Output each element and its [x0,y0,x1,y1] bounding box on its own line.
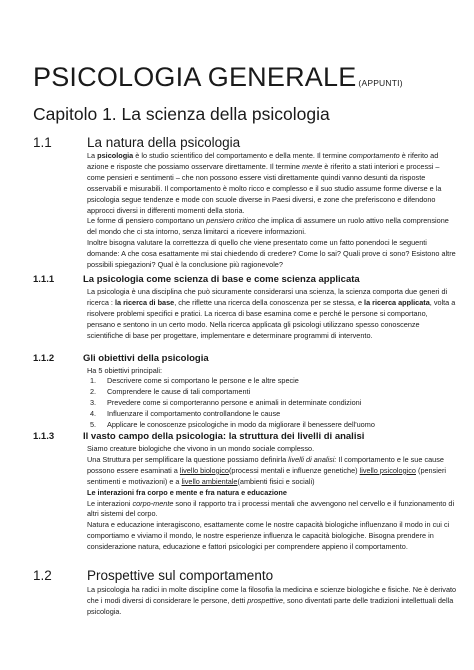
text-run: che implica di assumere un ruolo attivo nella comprensione del mondo che ci sta intorno, senza limitarci a ricevere informazioni. [87,216,449,237]
text-run: psicologia [97,151,134,160]
text-run: (pensieri sentimenti e motivazioni) e a [87,465,446,486]
text-run: prospettive [247,595,283,605]
paragraph [87,444,457,455]
text-run: pensiero critico [206,216,256,226]
list-item: 4. Influenzare il comportamento controllandone le cause [90,408,281,418]
section-title: La natura della psicologia [87,135,241,150]
list-item: 3. Prevedere come si comporteranno persone e animali in determinate condizioni [90,397,362,407]
document-title-note: (APPUNTI) [358,78,403,88]
text-run: è lo studio scientifico del comportamento e della mente. Il termine [133,151,350,160]
text-run: la ricerca applicata [364,297,430,307]
paragraph [87,238,457,271]
text-run: è riferito ad azione e risposte che possiamo osservare direttamente. Il termine [87,151,439,171]
paragraph [87,151,457,216]
text-run: Il comportamento e le sue cause possono essere esaminati a [87,454,444,475]
list-item: 2. Comprendere le cause di tali comportamenti [90,386,251,396]
paragraph [87,455,457,488]
document-title [33,62,403,93]
text-run: La [87,151,98,160]
subsection-title: La psicologia come scienza di base e come scienza applicata [83,274,360,285]
subsection-1-1-1-body [87,287,457,342]
text-run: (processi mentali e influenze genetiche) [228,465,360,475]
subsection-title: Gli obiettivi della psicologia [83,353,209,364]
text-run: Le interazioni [87,498,133,508]
subsection-heading-1-1-2 [33,353,209,364]
list-item: 5. Applicare le conoscenze psicologiche in modo da migliorare il benessere dell'uomo [90,419,375,429]
text-run: , volta a risolvere problemi specifici e pratici. La ricerca di base esamina come e perché le persone si comportano, pensano e sentono in un certo modo. Nella ricerca applicata gli psicologi utilizzano spesso conoscenze scientifiche di base per progettare, implementare e determinare programmi di intervento. [87,297,456,340]
text-run: corpo-mente [132,498,174,508]
document-title-text: PSICOLOGIA GENERALE [33,62,357,92]
text-run: mente [301,161,323,171]
subsection-heading-1-1-1 [33,274,360,285]
text-run: La psicologia è una disciplina che può sicuramente considerarsi una scienza, la scienza comporta due generi di ricerca : [87,287,448,307]
section-number: 1.2 [33,568,52,583]
text-run: , che riflette una ricerca della conoscenza per se stessa, e [174,297,365,307]
subsection-title: Il vasto campo della psicologia: la struttura dei livelli di analisi [83,431,365,442]
section-1-2-body [87,585,457,618]
paragraph [87,287,457,342]
paragraph [87,499,457,521]
text-run: (ambienti fisici e sociali) [237,476,315,486]
subsection-1-1-3-body [87,444,457,553]
text-run: Inoltre bisogna valutare la correttezza di quello che viene presentato come un fatto ponendoci le seguenti domande: A che cosa esattamente mi stai chiedendo di credere? Come lo sai? Quali prove ci sono? Esistono altre possibili spiegazioni? Qual è la conclusione più ragionevole? [87,238,456,270]
text-run: , sono diventati parte delle tradizioni intellettuali della psicologia. [87,595,454,616]
text-run: livelli di analisi: [288,454,337,464]
text-run: Le forme di pensiero comportano un [87,216,207,226]
text-run: Una Struttura per semplificare la questione possiamo definirla [87,454,289,464]
paragraph [87,585,457,618]
subsection-1-1-2-intro: Ha 5 obiettivi principali: [87,366,163,375]
inline-subheading: Le interazioni fra corpo e mente e fra natura e educazione [87,487,287,497]
text-run: è riferito a stati interiori e processi – come pensieri e sentimenti – che non possono essere visti direttamente quindi vanno desunti da risposte osservabili e misurabili. Il comportamento è molto ricco e complesso e il suo studio assume forme diverse e la psicologia segue tendenze e mode con scuole diverse in Paesi diversi, e zone che preferiscono e difendono approcci diversi in differenti momenti della storia. [87,161,442,215]
text-run: La psicologia ha radici in molte discipline come la filosofia la medicina e scienze biologiche e fisiche. Ne è derivato che i modi diversi di considerare le persone, detti [87,585,457,605]
subsection-number: 1.1.1 [33,274,55,285]
text-run: livello biologico [179,465,229,475]
text-run: comportamento [349,151,400,160]
paragraph [87,520,457,553]
section-heading-1-2 [33,568,273,583]
section-title: Prospettive sul comportamento [87,568,274,583]
list-item: 1. Descrivere come si comportano le persone e le altre specie [90,376,299,385]
text-run: livello psicologico [359,465,416,475]
section-number: 1.1 [33,135,52,150]
subsection-number: 1.1.2 [33,353,55,364]
chapter-heading: Capitolo 1. La scienza della psicologia [33,104,330,124]
text-run: Natura e educazione interagiscono, esattamente come le nostre capacità biologiche influenzano il modo in cui ci comportiamo e viviamo il mondo, le nostre esperienze influenza le capacità biologiche. Bisogna prendere in considerazione natura, educazione e fattori psicologici per comprendere appieno il comportamento. [87,520,450,552]
text-run: sono il rapporto tra i processi mentali che avvengono nel cervello e il funzionamento di altri sistemi del corpo. [87,498,455,519]
subsection-number: 1.1.3 [33,431,55,442]
section-1-1-body [87,151,457,271]
subsection-heading-1-1-3 [33,431,364,442]
text-run: livello ambientale [181,476,238,486]
text-run: Siamo creature biologiche che vivono in un mondo sociale complesso. [87,444,315,453]
objectives-list [90,376,460,431]
section-heading-1-1 [33,135,240,150]
paragraph [87,216,457,238]
text-run: la ricerca di base [114,297,175,307]
